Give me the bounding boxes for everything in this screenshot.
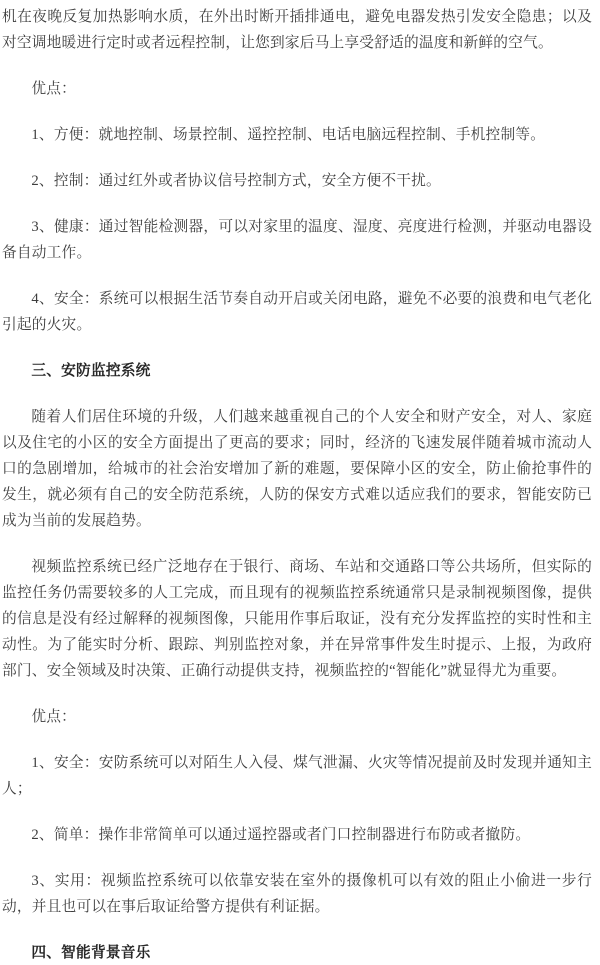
paragraph-security-background: 随着人们居住环境的升级，人们越来越重视自己的个人安全和财产安全，对人、家庭以及住宅的小区的安全方面提出了更高的要求；同时，经济的飞速发展伴随着城市流动人口的急剧增加，给城市的社会治安增加了新的难题，要保障小区的安全，防止偷抢事件的发生，就必须有自己的安全防范系统，人防的保安方式难以适应我们的要求，智能安防已成为当前的发展趋势。 [2,409,592,529]
list-item-control: 2、控制：通过红外或者协议信号控制方式，安全方便不干扰。 [31,173,441,189]
list-item-simple-operation: 2、简单：操作非常简单可以通过遥控器或者门口控制器进行布防或者撤防。 [31,827,531,843]
list-item-health: 3、健康：通过智能检测器，可以对家里的温度、湿度、亮度进行检测，并驱动电器设备自动工作。 [2,219,592,261]
list-item-practical: 3、实用：视频监控系统可以依靠安装在室外的摄像机可以有效的阻止小偷进一步行动，并且也可以在事后取证给警方提供有利证据。 [2,873,592,915]
list-item-safety: 4、安全：系统可以根据生活节奏自动开启或关闭电路，避免不必要的浪费和电气老化引起的火灾。 [2,291,592,333]
list-item-convenience: 1、方便：就地控制、场景控制、遥控控制、电话电脑远程控制、手机控制等。 [31,127,546,143]
advantages-label: 优点： [31,81,77,97]
paragraph-continuation: 机在夜晚反复加热影响水质，在外出时断开插排通电，避免电器发热引发安全隐患；以及对空调地暖进行定时或者远程控制，让您到家后马上享受舒适的温度和新鲜的空气。 [2,9,592,51]
section-heading-background-music: 四、智能背景音乐 [31,945,151,961]
section-heading-security-monitoring: 三、安防监控系统 [31,363,151,379]
advantages-label: 优点： [31,709,77,725]
list-item-security-alert: 1、安全：安防系统可以对陌生人入侵、煤气泄漏、火灾等情况提前及时发现并通知主人； [2,755,592,797]
paragraph-video-surveillance: 视频监控系统已经广泛地存在于银行、商场、车站和交通路口等公共场所，但实际的监控任务仍需要较多的人工完成，而且现有的视频监控系统通常只是录制视频图像，提供的信息是没有经过解释的视频图像，只能用作事后取证，没有充分发挥监控的实时性和主动性。为了能实时分析、跟踪、判别监控对象，并在异常事件发生时提示、上报，为政府部门、安全领域及时决策、正确行动提供支持，视频监控的“智能化”就显得尤为重要。 [2,559,592,679]
